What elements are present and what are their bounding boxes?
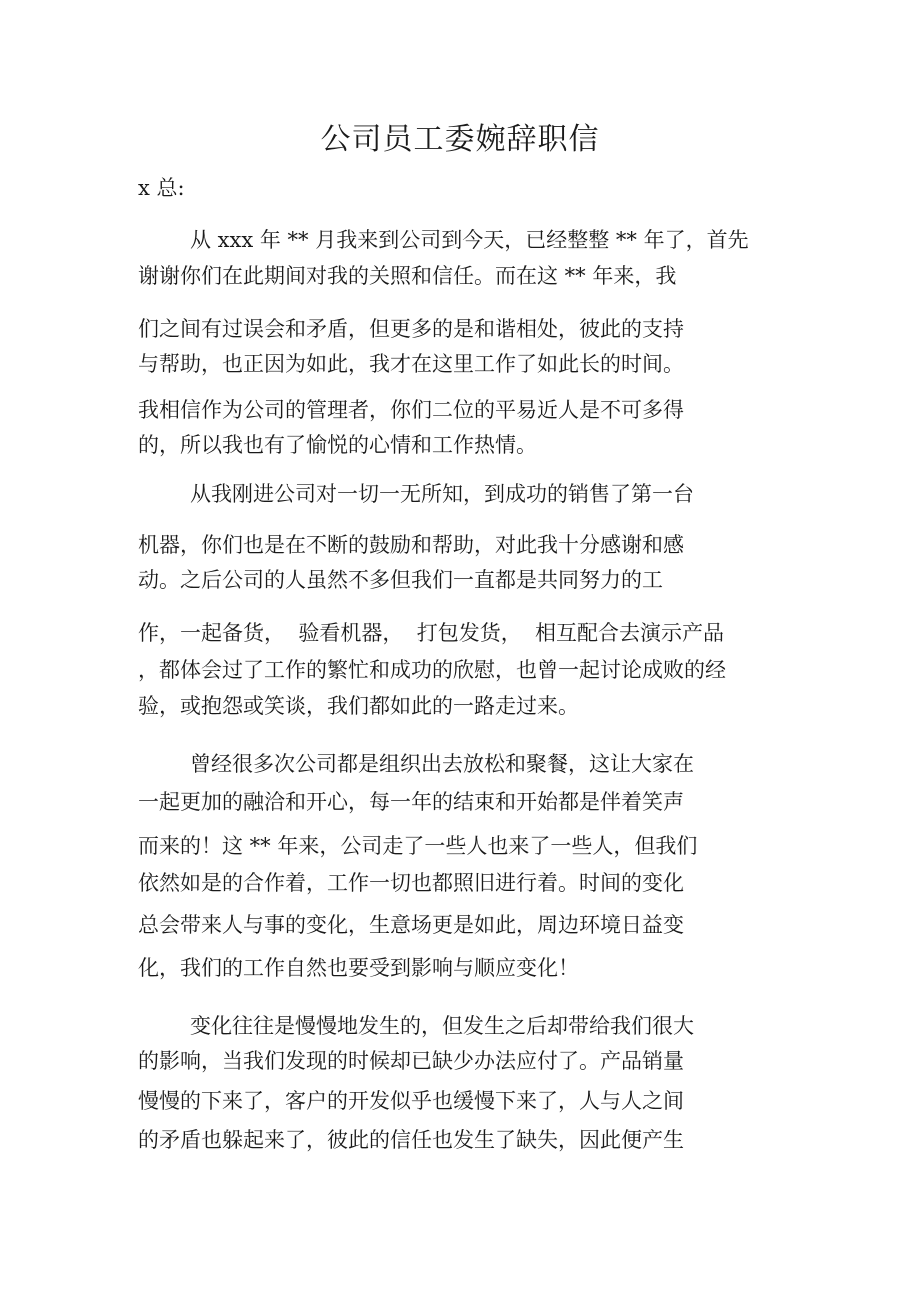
text-line: 总会带来人与事的变化，生意场更是如此，周边环境日益变 xyxy=(138,913,684,937)
text-line: 谢谢你们在此期间对我的关照和信任。而在这 ** 年来，我 xyxy=(138,264,677,288)
text-line: 们之间有过误会和矛盾，但更多的是和谐相处，彼此的支持 xyxy=(138,317,684,341)
text-line: 验，或抱怨或笑谈，我们都如此的一路走过来。 xyxy=(138,694,579,718)
text-line: 一起更加的融洽和开心，每一年的结束和开始都是伴着笑声 xyxy=(138,790,684,814)
salutation: x 总: xyxy=(138,176,185,200)
text-line: 从我刚进公司对一切一无所知，到成功的销售了第一台 xyxy=(190,482,694,506)
text-line: 从 xxx 年 ** 月我来到公司到今天，已经整整 ** 年了，首先 xyxy=(190,228,749,252)
text-line: 动。之后公司的人虽然不多但我们一直都是共同努力的工 xyxy=(138,568,663,592)
text-line: 而来的！这 ** 年来，公司走了一些人也来了一些人，但我们 xyxy=(138,834,698,858)
text-line: 变化往往是慢慢地发生的，但发生之后却带给我们很大 xyxy=(190,1014,694,1038)
document-title: 公司员工委婉辞职信 xyxy=(320,122,600,157)
text-line: 的，所以我也有了愉悦的心情和工作热情。 xyxy=(138,433,537,457)
text-line: 慢慢的下来了，客户的开发似乎也缓慢下来了，人与人之间 xyxy=(138,1089,684,1113)
text-line: 我相信作为公司的管理者，你们二位的平易近人是不可多得 xyxy=(138,398,684,422)
text-line: ，都体会过了工作的繁忙和成功的欣慰，也曾一起讨论成败的经 xyxy=(138,658,726,682)
text-line: 化，我们的工作自然也要受到影响与顺应变化！ xyxy=(138,956,579,980)
text-line: 机器，你们也是在不断的鼓励和帮助，对此我十分感谢和感 xyxy=(138,533,684,557)
text-line: 曾经很多次公司都是组织出去放松和聚餐，这让大家在 xyxy=(190,752,694,776)
text-line: 作，一起备货， 验看机器， 打包发货， 相互配合去演示产品 xyxy=(138,621,725,645)
text-line: 依然如是的合作着，工作一切也都照旧进行着。时间的变化 xyxy=(138,871,684,895)
text-line: 的矛盾也躲起来了，彼此的信任也发生了缺失，因此便产生 xyxy=(138,1128,684,1152)
text-line: 与帮助，也正因为如此，我才在这里工作了如此长的时间。 xyxy=(138,352,684,376)
text-line: 的影响，当我们发现的时候却已缺少办法应付了。产品销量 xyxy=(138,1049,684,1073)
